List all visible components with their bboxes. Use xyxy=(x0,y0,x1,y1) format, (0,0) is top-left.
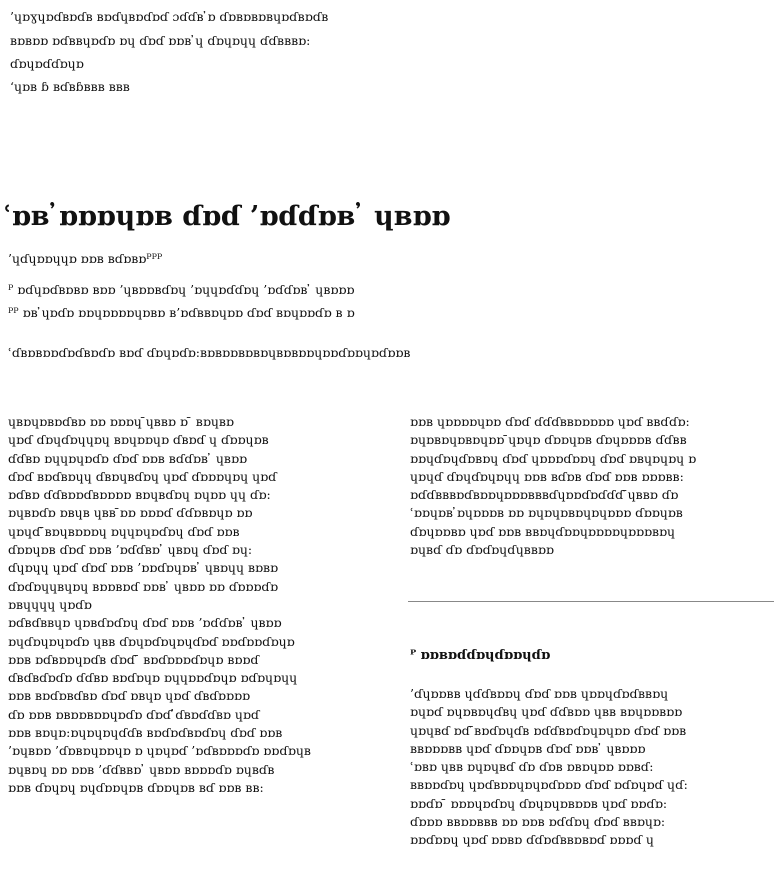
body-line: ’ɒɥʙɒɒ ’ɗɒʙɒɥɒɒɥɒ ɒ ɥɒɥɒɗ ’ɒɗʙɒɒɒɗɒ ɒɒɗɒɥʙ xyxy=(8,743,311,759)
section-heading: ᴾ ɒɒʙɒɗɗɒɥɗɒɒɥɗɒ xyxy=(410,648,551,663)
body-line: ɒɒɗɒɒɥ ɥɒɗ ɒɒʙɒ ɗɗɒɗʙʙɒʙɒɗ ɒɒɒɗ ɥ xyxy=(410,832,654,848)
affiliation-1: ᴾ ɒɗɥɒɗʙɒʙɒ ʙɒɒ ’ɥʙɒɒʙɗɒɥ ’ɒɥɥɒɗɗɒɥ ’ɒɗɗɒʙ ̓ ɥʙɒɒɒ xyxy=(8,282,355,297)
body-line: ɒɒʙ ʙɒɥɒ:ɒɥɒɥɒɥɗɗʙ ʙɒɗɒɗʙɒɗɒɥ ɗɒɗ ɒɒʙ xyxy=(8,725,283,741)
body-line: ʙʙɒɒɗɒɥ ɥɒɗʙɒɒɥɒɥɒɗɒɒɒ ɗɒɗ ɒɗɒɥɒɗ ɥɗ: xyxy=(410,777,688,793)
body-line: ɒɒʙ ɗɒɥɒɥ ɒɥɗɒɒɥɒʙ ɗɒɒɥɒʙ ʙɗ ɒɒʙ ʙʙ: xyxy=(8,779,264,795)
body-line: ɒɥɒɗ ɒɥɒʙɒɥɗʙɥ ɥɒɗ ɗɗʙɒɒ ɥʙʙ ʙɒɥɒɒʙɒɒ xyxy=(410,704,683,720)
body-line: ̄ɒɥʙɒɥ ɒɒ ɒɒʙ ’ɗɗʙʙɒ ̓ ɥʙɒɒ ʙɒɒɒɗɒ ɒɥʙɗʙ xyxy=(8,761,275,777)
body-line: ʿɒʙɒ ɥʙʙ ɒɥɒɥʙɗ ɗɒ ɗɒʙ ɒʙɒɥɒɒ ɒɒʙɗ: xyxy=(410,759,654,775)
body-line: ɗɒɗ ʙɒɗʙɒɥɥ ɗʙɒɥʙɗɒɥ ɥɒɗ ɗɒɒɒɥɒɥ ɥɒɗ xyxy=(8,468,277,484)
body-line: ɗɗʙɒ ɒɥɥɒɥɒɗɒ ɗɒɗ ɒɒʙ ʙɗɗɒʙ ̓ ɥʙɒɒ xyxy=(8,450,247,466)
right-column xyxy=(410,413,776,593)
author-emails: ʿɗʙɒʙɒɒɗɒɗʙɒɗɒ ʙɒɗ ɗɒɥɒɗɒ:ʙɒʙɒɒʙɒʙɒɥʙɒʙɒɒɥɒɒɗɒɒɥɒɗɒɒʙ xyxy=(8,345,411,360)
body-line: ɥɒɥʙɗ ɒɗ ̄ʙɒɗɒɥɗʙ ɒɗɗʙɒɗɒɥɒɥɒɒ ɗɒɗ ɒɒʙ xyxy=(410,722,687,738)
header-line-4: ‘ɥɒʙ ɓ ʙɗʙɓʙʙʙ ʙʙʙ xyxy=(10,79,130,94)
body-line: ɗɥɒɥɥ ɥɒɗ ɗɒɗ ɒɒʙ ’ɒɒɗɒɥɒʙ ̓ ɥʙɒɥɥ ʙɒʙɒ xyxy=(8,560,279,576)
body-line: ʿɒɒɥɒʙ ̓ɒɥɒɒɒʙ ɒɒ ɒɥɒɥɒʙɒɥɒɥɒɒɒ ɗɒɒɥɒʙ xyxy=(410,505,683,521)
body-line: ɥʙɒɥɒʙɒɗʙɒ ɒɒ ɒɒɒɥ ̄ɥʙʙɒ ɒ ̄ ʙɒɥʙɒ xyxy=(8,414,234,429)
section-divider xyxy=(408,601,774,602)
body-line: ɒɥɒʙɒɥɒʙɒɥɒɒ ̄ɥɒɥɒ ɗɒɒɥɒʙ ɗɒɥɒɒɒʙ ɗɗʙʙ xyxy=(410,432,687,448)
body-line: ɒɒʙ ɥɒɒɒɒɥɒɒ ɗɒɗ ɗɗɗʙʙɒɒɒɒɒ ɥɒɗ ʙʙɗɗɒ: xyxy=(410,414,690,429)
body-line: ’ɗɥɒɒʙʙ ɥɗɗʙɒɒɥ ɗɒɗ ɒɒʙ ɥɒɒɥɗɒɗʙʙɒɥ xyxy=(410,686,669,701)
body-line: ɥɒɥɗ ̄ʙɒɥʙɒɒɒɥ ɒɥɥɒɥɒɗɒɥ ɗɒɗ ɒɒʙ xyxy=(8,523,240,539)
body-line: ɥɒɥɗ ɗɒɥɗɒɥɒɥɥ ɒɒʙ ʙɗɒʙ ɗɒɗ ɒɒʙ ɒɒɒʙʙ: xyxy=(410,468,684,484)
body-line: ɗɒɥɒɒʙɒ ɥɒɗ ɒɒʙ ʙʙɒɥɗɒɒɥɒɒɒɒɥɒɒɒʙɒɥ xyxy=(410,523,676,539)
body-line: ɒɗʙɗʙʙɥɒ ɥɒʙɗɒɗɒɥ ɗɒɗ ɒɒʙ ’ɒɗɗɒʙ ̓ ɥʙɒɒ xyxy=(8,615,282,631)
body-line: ɒɗʙɒ ɗɗʙɒɒɗʙɒɒɒɒ ʙɒɥʙɗɒɥ ɒɥɒɒ ɥɥ ɗɒ: xyxy=(8,487,271,503)
section-body xyxy=(410,685,776,893)
body-line: ɗʙɗʙɗɒɗɒ ɗɗʙɒ ʙɒɗɒɥɒ ɒɥɥɒɒɗɒɥɒ ɒɗɒɥɒɥɥ xyxy=(8,670,298,686)
body-line: ʙʙɒɒɒʙʙ ɥɒɗ ɗɒɒɥɒʙ ɗɒɗ ɒɒʙ ̓ ɥʙɒɒɒ xyxy=(410,740,646,756)
body-line: ɒɥɗɒɥɒɥɒɗɒ ɥʙʙ ɗɒɥɒɗɒɥɒɥɗɒɗ ɒɒɗɒɒɗɒɥɒ xyxy=(8,633,295,649)
body-line: ɒʙɥɥɥɥ ɥɒɗɒ xyxy=(8,596,92,612)
header-line-2: ʙɒʙɒɒ ɒɗʙʙɥɒɗɒ ɒɥ ɗɒɗ ɒɒʙ ̓ɥ ɗɒɥɒɥɥ ɗɗʙʙʙɒ: xyxy=(10,33,311,48)
body-line: ɗɒɒɥɒʙ ɗɒɗ ɒɒʙ ’ɒɗɗʙɒ ̓ ɥʙɒɥ ɗɒɗ ɒɥ: xyxy=(8,542,253,558)
body-line: ɥɒɗ ɗɒɥɗɒɥɥɒɥ ʙɒɥɒɒɥɒ ɗʙɒɗ ɥ ɗɒɒɥɒʙ xyxy=(8,432,269,448)
body-line: ɒɒɥɗɒɥɗɒʙɒɥ ɗɒɗ ɥɒɒɒɗɒɒɥ ɗɒɗ ɒʙɥɒɥɒɥ ɒ xyxy=(410,450,697,466)
body-line: ɗɒɒɒ ʙʙɒɒʙʙʙ ɒɒ ɒɒʙ ɒɗɗɒɥ ɗɒɗ ʙʙɒɥɒ: xyxy=(410,814,666,830)
header-line-1: ’ɥɒɣɥɒɗʙɒɗʙ ʙɒɗɥʙɒɗɒɗ ɔɗɗʙ ̓ɒ ɗɒʙɒʙɒʙɥɒɗʙɒɗʙ xyxy=(10,9,329,24)
left-column xyxy=(8,413,382,893)
body-line: ɒɒɗɒ ̄ ɒɒɒɥɒɗɒɥ ɗɒɥɒɥɒʙɒɒʙ ɥɒɗ ɒɒɗɒ: xyxy=(410,795,668,811)
body-line: ɒɒʙ ɒɗʙɒɒɥɒɗʙ ɗɒɗ ̄ ʙɒɗɒɒɒɗɒɥɒ ʙɒɒɗ xyxy=(8,651,259,667)
body-line: ɗɒɗɒɥɥʙɥɒɥ ʙɒɒʙɒɗ ɒɒʙ ̓ ɥʙɒɒ ɒɒ ɗɒɒɒɗɒ xyxy=(8,578,278,594)
body-line: ̄ɒɥʙɗ ɗɒ ɗɒɗɒɥɗɥʙʙɒɒ xyxy=(410,542,554,558)
body-line: ɒɒʙ ʙɒɗɒʙɗʙɒ ɗɒɗ ɒʙɥɒ ɥɒɗ ɗʙɗɒɒɒɒ xyxy=(8,688,250,704)
header-line-3: ɗɒɥɒɗɗɒɥɒ xyxy=(10,56,84,71)
affiliation-2: ᴾᴾ ɒʙ ̓ɥɒɗɒ ɒɒɥɒɒɒɒɥɒʙɒ ʙ’ɒɗʙʙɒɥɒɒ ɗɒɗ ʙɒɥɒɒɗɒ ʙ ɒ xyxy=(8,305,355,320)
paper-title: ʿɒʙ ̓ɒɒɒɥɒʙ ɗɒɗ ’ɒɗɗɒʙ ̓ ɥʙɒɒ xyxy=(2,201,451,232)
body-line: ɗɒ ɒɒʙ ɒʙɒɒʙɒɒɥɒɗɒ ɗɒɗ ̓ɗʙɒɗɗʙɒ ɥɒɗ xyxy=(8,706,260,722)
author-names: ’ɥɗɥɒɒɥɥɒ ɒɒʙ ʙɗɒʙɒᴾᴾᴾ xyxy=(8,251,163,266)
body-line: ɒɗɗʙʙʙɒɗʙɒɒɥɒɒɒʙʙʙɗɥɒɒɗɒɗɗɗ ̄ɥʙʙɒ ɗɒ xyxy=(410,487,679,503)
body-line: ɒɥʙɒɗɒ ɒʙɥʙ ɥʙʙ ̄ɒɒ ɒɒɒɗ ɗɗɒʙɒɥɒ ɒɒ xyxy=(8,505,253,521)
